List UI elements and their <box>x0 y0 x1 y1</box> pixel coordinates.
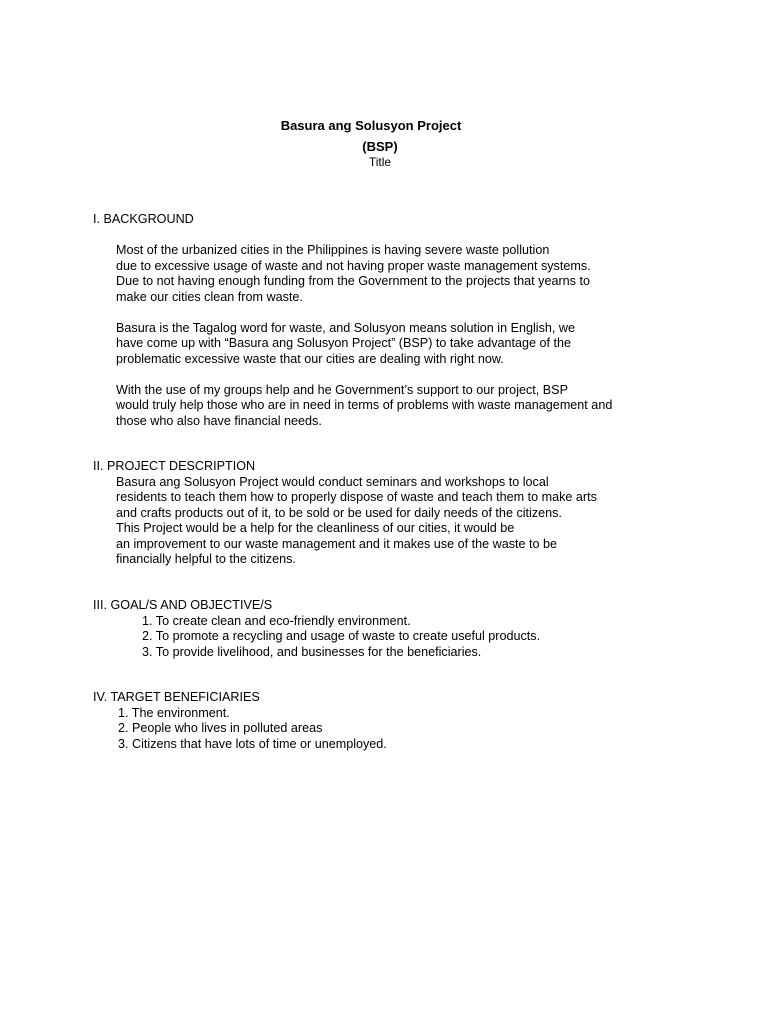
goals-list <box>93 614 693 661</box>
paragraph: Most of the urbanized cities in the Philippines is having severe waste pollution due to excessive usage of waste and not having proper waste management systems. Due to not having enough funding from the Government to the projects that yearns to make our cities clean from waste. <box>116 243 591 304</box>
document-title: Basura ang Solusyon Project <box>280 118 462 133</box>
spacer <box>93 367 693 383</box>
section-goals-objectives <box>93 598 693 660</box>
section-background <box>93 212 693 429</box>
spacer <box>93 305 693 321</box>
list-item: 3. To provide livelihood, and businesses for the beneficiaries. <box>142 644 482 659</box>
paragraph: Basura ang Solusyon Project would conduct seminars and workshops to local residents to teach them how to properly dispose of waste and teach them to make arts and crafts products out of it, to be sold or be used for daily needs of the citizens. <box>116 474 597 520</box>
beneficiaries-list <box>93 706 693 753</box>
spacer <box>93 228 693 244</box>
document-abbreviation: (BSP) <box>362 139 398 154</box>
list-item: 2. To promote a recycling and usage of waste to create useful products. <box>142 629 541 643</box>
paragraph: With the use of my groups help and he Government’s support to our project, BSP would truly help those who are in need in terms of problems with waste management and those who also have financial needs. <box>116 382 613 428</box>
paragraph: This Project would be a help for the cleanliness of our cities, it would be an improvement to our waste management and it makes use of the waste to be financially helpful to the citizens. <box>116 521 558 566</box>
section-heading: III. GOAL/S AND OBJECTIVE/S <box>93 598 273 612</box>
paragraph: Basura is the Tagalog word for waste, and Solusyon means solution in English, we have come up with “Basura ang Solusyon Project” (BSP) to take advantage of the problematic excessive waste that our cities are dealing with right now. <box>116 320 576 366</box>
list-item: 1. The environment. <box>118 705 230 720</box>
title-block <box>0 117 768 170</box>
section-heading: I. BACKGROUND <box>93 212 194 226</box>
section-project-description <box>93 459 693 568</box>
list-item: 3. Citizens that have lots of time or unemployed. <box>118 736 387 751</box>
list-item: 1. To create clean and eco-friendly environment. <box>142 613 411 628</box>
section-heading: IV. TARGET BENEFICIARIES <box>93 690 260 704</box>
list-item: 2. People who lives in polluted areas <box>118 721 323 735</box>
document-subtitle: Title <box>368 155 392 169</box>
section-target-beneficiaries <box>93 690 693 752</box>
section-heading: II. PROJECT DESCRIPTION <box>93 459 256 473</box>
